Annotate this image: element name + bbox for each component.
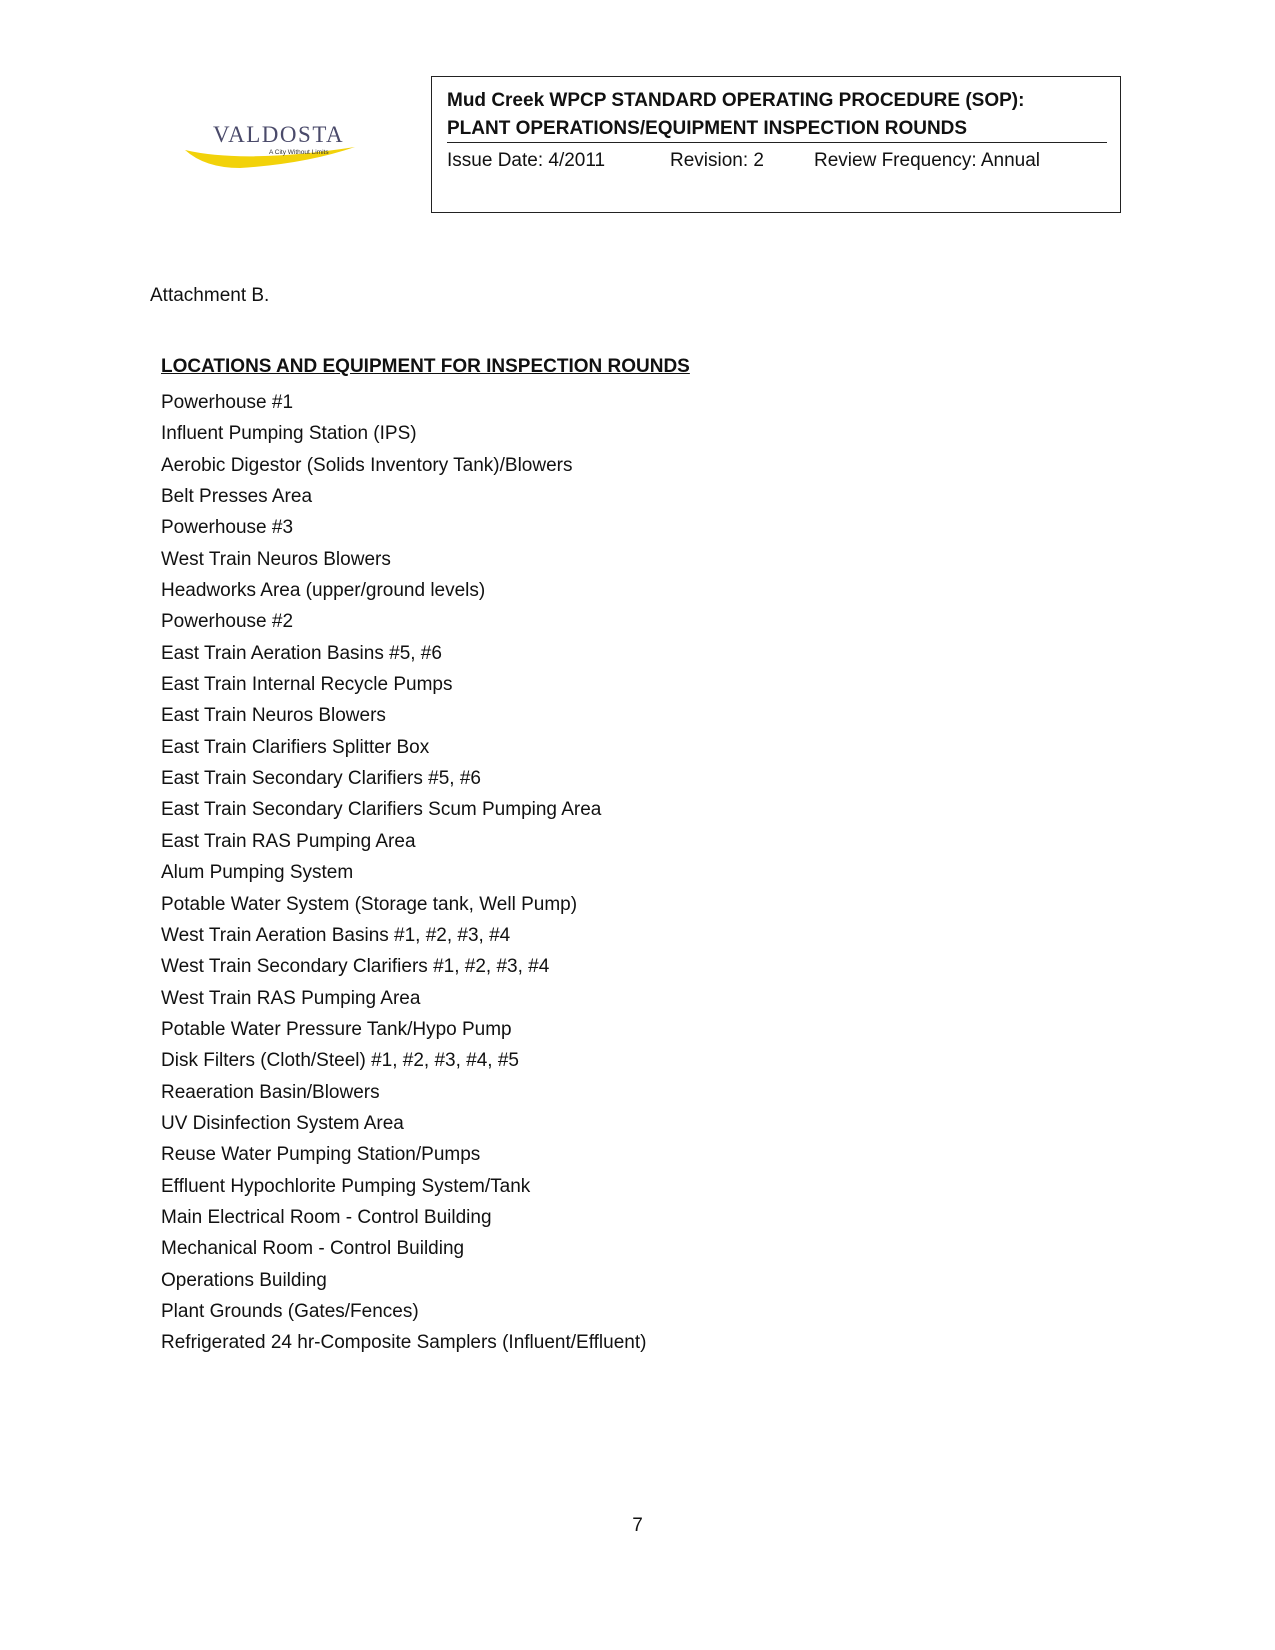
sop-title-line-2: PLANT OPERATIONS/EQUIPMENT INSPECTION ROUNDS [447, 118, 968, 139]
inspection-locations-list [161, 387, 646, 1359]
logo-tagline: A City Without Limits [269, 149, 329, 156]
issue-date: Issue Date: 4/2011 [447, 150, 606, 171]
list-item: Potable Water Pressure Tank/Hypo Pump [161, 1018, 512, 1040]
list-item: West Train Neuros Blowers [161, 548, 391, 570]
list-item: West Train Aeration Basins #1, #2, #3, #4 [161, 924, 511, 946]
list-item: East Train Clarifiers Splitter Box [161, 736, 430, 758]
list-item: East Train Neuros Blowers [161, 705, 386, 727]
list-item: West Train RAS Pumping Area [161, 987, 421, 1009]
list-item: Refrigerated 24 hr-Composite Samplers (Influent/Effluent) [161, 1332, 647, 1354]
list-item: Powerhouse #2 [161, 611, 294, 633]
valdosta-logo [185, 120, 360, 180]
list-item: Powerhouse #3 [161, 517, 294, 539]
list-item: East Train Secondary Clarifiers #5, #6 [161, 768, 481, 790]
section-title: LOCATIONS AND EQUIPMENT FOR INSPECTION ROUNDS [161, 356, 690, 377]
sop-title-line-1: Mud Creek WPCP STANDARD OPERATING PROCEDURE (SOP): [447, 90, 1025, 111]
sop-header-box [431, 76, 1121, 213]
page-number: 7 [632, 1515, 643, 1536]
list-item: Headworks Area (upper/ground levels) [161, 580, 486, 602]
sop-title [447, 87, 1107, 143]
list-item: West Train Secondary Clarifiers #1, #2, #3, #4 [161, 956, 550, 978]
attachment-label: Attachment B. [150, 285, 270, 306]
list-item: East Train RAS Pumping Area [161, 830, 416, 852]
list-item: Powerhouse #1 [161, 392, 294, 413]
list-item: Alum Pumping System [161, 862, 354, 884]
list-item: Plant Grounds (Gates/Fences) [161, 1300, 419, 1322]
list-item: Influent Pumping Station (IPS) [161, 423, 417, 445]
list-item: Aerobic Digestor (Solids Inventory Tank)/Blowers [161, 454, 573, 476]
list-item: Reuse Water Pumping Station/Pumps [161, 1144, 481, 1166]
list-item: Effluent Hypochlorite Pumping System/Tank [161, 1175, 531, 1197]
list-item: UV Disinfection System Area [161, 1112, 404, 1134]
list-item: Mechanical Room - Control Building [161, 1238, 465, 1260]
logo-wordmark: VALDOSTA [213, 122, 345, 147]
list-item: East Train Secondary Clarifiers Scum Pumping Area [161, 799, 602, 821]
list-item: East Train Aeration Basins #5, #6 [161, 642, 442, 664]
revision: Revision: 2 [670, 150, 764, 171]
list-item: Operations Building [161, 1269, 327, 1291]
list-item: Belt Presses Area [161, 486, 313, 508]
list-item: Potable Water System (Storage tank, Well Pump) [161, 893, 578, 915]
header-divider [447, 142, 1107, 143]
list-item: Main Electrical Room - Control Building [161, 1206, 492, 1228]
list-item: Reaeration Basin/Blowers [161, 1081, 380, 1103]
review-frequency: Review Frequency: Annual [814, 150, 1041, 171]
list-item: East Train Internal Recycle Pumps [161, 674, 453, 696]
list-item: Disk Filters (Cloth/Steel) #1, #2, #3, #4, #5 [161, 1050, 519, 1072]
